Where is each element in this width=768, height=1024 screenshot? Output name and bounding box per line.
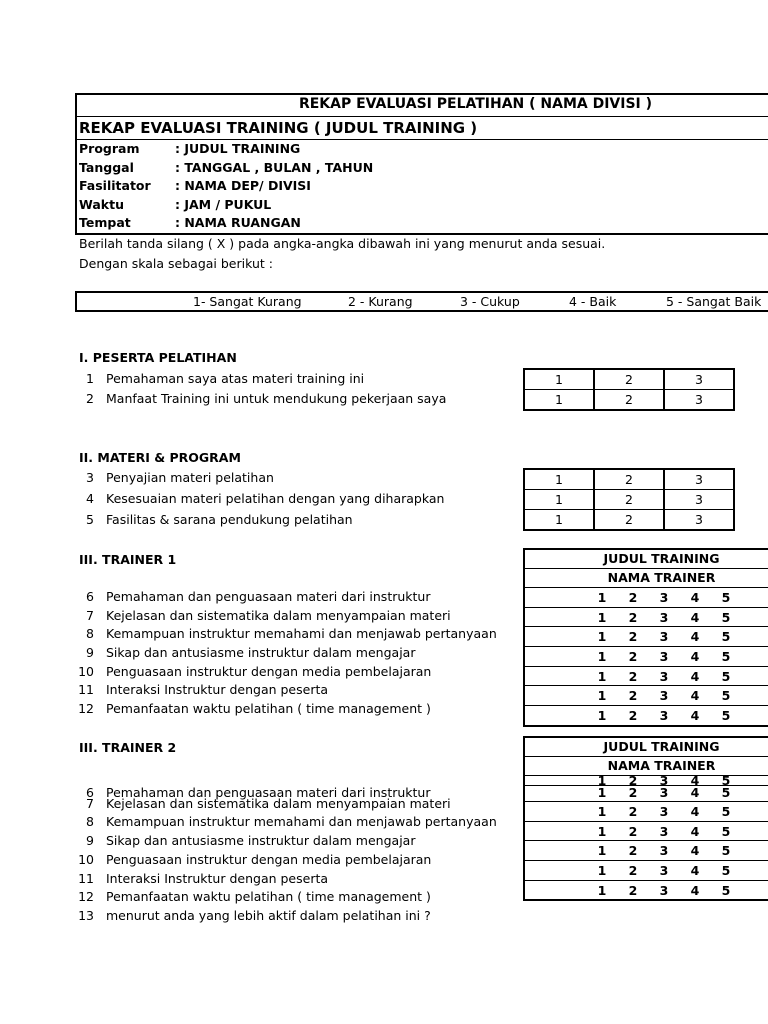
question-number: 8 [86,626,94,641]
trainer-score-table [523,548,768,727]
score-value[interactable]: 1 [597,882,607,898]
score-cell[interactable]: 2 [595,490,663,509]
score-row [525,490,735,509]
score-cell[interactable]: 2 [595,470,663,489]
score-value[interactable]: 4 [690,609,700,625]
score-value[interactable]: 4 [690,649,700,665]
table-row [525,881,768,900]
table-header-training: JUDUL TRAINING [525,738,768,757]
document-title: REKAP EVALUASI PELATIHAN ( NAMA DIVISI ) [298,96,653,112]
score-cell[interactable]: 3 [665,510,733,529]
score-value[interactable]: 2 [628,609,638,625]
score-grid [523,368,735,411]
score-cell[interactable]: 3 [665,490,733,509]
score-value[interactable]: 5 [721,823,731,839]
table-row [525,861,768,881]
question-number: 5 [86,512,94,527]
score-value[interactable]: 2 [628,823,638,839]
score-value[interactable]: 1 [597,804,607,819]
question-text: Pemanfaatan waktu pelatihan ( time management ) [106,889,431,904]
instruction-line: Dengan skala sebagai berikut : [79,256,273,271]
score-value[interactable]: 1 [597,863,607,879]
score-value[interactable]: 5 [721,882,731,898]
score-value[interactable]: 4 [690,804,700,819]
question-text: Kejelasan dan sistematika dalam menyampaian materi [106,796,451,811]
score-value[interactable]: 1 [597,590,607,605]
score-value[interactable]: 4 [690,629,700,645]
score-value[interactable]: 3 [659,882,669,898]
table-row [525,802,768,822]
score-value[interactable]: 2 [628,882,638,898]
info-value-waktu: : JAM / PUKUL [175,197,272,212]
table-row [525,608,768,628]
score-value[interactable]: 5 [721,843,731,859]
info-label-waktu: Waktu [79,197,124,212]
score-value[interactable]: 1 [597,609,607,625]
score-value[interactable]: 3 [659,708,669,724]
question-number: 9 [86,833,94,848]
scale-item: 5 - Sangat Baik [666,294,762,309]
info-label-tempat: Tempat [79,215,131,230]
score-cell[interactable]: 2 [595,390,663,409]
table-row [525,841,768,861]
score-value[interactable]: 5 [721,863,731,879]
section-title: III. TRAINER 1 [79,552,177,567]
question-text: Pemahaman dan penguasaan materi dari instruktur [106,785,431,800]
info-label-program: Program [79,141,140,156]
scale-item: 2 - Kurang [348,294,413,309]
question-number: 12 [78,889,94,904]
section-title: III. TRAINER 2 [79,740,177,755]
score-value[interactable]: 2 [628,863,638,879]
score-value[interactable]: 1 [597,668,607,684]
score-cell[interactable]: 3 [665,370,733,389]
table-row [525,686,768,706]
scale-item: 1- Sangat Kurang [193,294,302,309]
score-value[interactable]: 5 [721,688,731,704]
score-cell[interactable]: 1 [525,470,593,489]
score-value[interactable]: 3 [659,785,669,800]
question-number: 6 [86,785,94,800]
score-value[interactable]: 3 [659,843,669,859]
score-value[interactable]: 2 [628,668,638,684]
score-value[interactable]: 3 [659,590,669,605]
question-text: Penyajian materi pelatihan [106,470,274,485]
info-value-program: : JUDUL TRAINING [175,141,301,156]
score-row [525,470,735,489]
divider [77,139,768,140]
question-number: 10 [78,852,94,867]
table-row [525,588,768,608]
score-value[interactable]: 5 [721,609,731,625]
question-text: Interaksi Instruktur dengan peserta [106,682,329,697]
divider [77,116,768,117]
score-value[interactable]: 3 [659,688,669,704]
score-cell[interactable]: 2 [595,510,663,529]
table-row [525,627,768,647]
score-value[interactable]: 4 [690,882,700,898]
table-header-trainer: NAMA TRAINER [525,757,768,776]
table-row [525,706,768,725]
score-value[interactable]: 4 [690,785,700,800]
score-value[interactable]: 3 [659,609,669,625]
score-value[interactable]: 4 [690,688,700,704]
score-cell[interactable]: 1 [525,510,593,529]
score-value[interactable]: 5 [721,649,731,665]
question-text: Penguasaan instruktur dengan media pembelajaran [106,664,432,679]
question-text: Kesesuaian materi pelatihan dengan yang diharapkan [106,491,445,506]
score-value[interactable]: 4 [690,863,700,879]
score-cell[interactable]: 1 [525,390,593,409]
score-value[interactable]: 3 [659,863,669,879]
score-value[interactable]: 3 [659,823,669,839]
table-row [525,647,768,667]
question-text: Fasilitas & sarana pendukung pelatihan [106,512,353,527]
instruction-line: Berilah tanda silang ( X ) pada angka-angka dibawah ini yang menurut anda sesuai. [79,236,606,251]
scale-item: 4 - Baik [569,294,617,309]
question-number: 1 [86,371,94,386]
question-number: 7 [86,796,94,811]
score-cell[interactable]: 1 [525,370,593,389]
score-value[interactable]: 1 [597,629,607,645]
question-text: Interaksi Instruktur dengan peserta [106,871,329,886]
scale-box [75,291,768,312]
score-value[interactable]: 5 [721,804,731,819]
question-number: 8 [86,814,94,829]
score-value[interactable]: 5 [721,668,731,684]
question-number: 9 [86,645,94,660]
score-value[interactable]: 4 [690,823,700,839]
section-title: I. PESERTA PELATIHAN [79,350,237,365]
table-row [525,786,768,802]
score-value[interactable]: 1 [597,649,607,665]
scale-item: 3 - Cukup [460,294,520,309]
question-text: Kejelasan dan sistematika dalam menyampaian materi [106,608,451,623]
score-value[interactable]: 1 [597,785,607,800]
score-row [525,510,735,529]
question-text: Sikap dan antusiasme instruktur dalam mengajar [106,645,416,660]
question-number: 6 [86,589,94,604]
score-value[interactable]: 5 [721,785,731,800]
table-row [525,667,768,687]
question-text: Manfaat Training ini untuk mendukung pekerjaan saya [106,391,447,406]
info-label-tanggal: Tanggal [79,160,134,175]
question-text: Sikap dan antusiasme instruktur dalam mengajar [106,833,416,848]
table-row [525,822,768,842]
info-value-fasilitator: : NAMA DEP/ DIVISI [175,178,311,193]
question-text: Pemahaman saya atas materi training ini [106,371,365,386]
score-value[interactable]: 1 [597,688,607,704]
score-value[interactable]: 2 [628,649,638,665]
score-value[interactable]: 1 [597,843,607,859]
question-text: Pemahaman dan penguasaan materi dari instruktur [106,589,431,604]
score-value[interactable]: 3 [659,649,669,665]
table-header-training: JUDUL TRAINING [525,550,768,569]
score-value[interactable]: 5 [721,629,731,645]
score-value[interactable]: 4 [690,668,700,684]
score-value[interactable]: 3 [659,629,669,645]
question-text: Pemanfaatan waktu pelatihan ( time management ) [106,701,431,716]
question-number: 4 [86,491,94,506]
question-number: 11 [78,871,94,886]
question-number: 12 [78,701,94,716]
info-value-tempat: : NAMA RUANGAN [175,215,301,230]
score-value[interactable]: 5 [721,773,731,788]
question-text: Kemampuan instruktur memahami dan menjawab pertanyaan [106,814,497,829]
score-value[interactable]: 1 [597,708,607,724]
score-value[interactable]: 2 [628,773,638,788]
question-text: menurut anda yang lebih aktif dalam pelatihan ini ? [106,908,431,923]
info-label-fasilitator: Fasilitator [79,178,151,193]
score-value[interactable]: 4 [690,708,700,724]
score-cell[interactable]: 3 [665,470,733,489]
score-cell[interactable]: 1 [525,490,593,509]
question-number: 10 [78,664,94,679]
score-value[interactable]: 2 [628,785,638,800]
score-value[interactable]: 3 [659,804,669,819]
score-value[interactable]: 3 [659,773,669,788]
question-text: Penguasaan instruktur dengan media pembelajaran [106,852,432,867]
info-value-tanggal: : TANGGAL , BULAN , TAHUN [175,160,374,175]
score-value[interactable]: 2 [628,843,638,859]
question-number: 11 [78,682,94,697]
score-value[interactable]: 1 [597,823,607,839]
score-value[interactable]: 4 [690,773,700,788]
score-value[interactable]: 2 [628,590,638,605]
table-header-trainer: NAMA TRAINER [525,569,768,588]
score-value[interactable]: 4 [690,843,700,859]
score-row [525,390,735,409]
score-value[interactable]: 2 [628,804,638,819]
document-subtitle: REKAP EVALUASI TRAINING ( JUDUL TRAINING ) [79,119,478,137]
score-row [525,370,735,389]
score-value[interactable]: 2 [628,688,638,704]
score-cell[interactable]: 3 [665,390,733,409]
score-value[interactable]: 5 [721,590,731,605]
score-value[interactable]: 4 [690,590,700,605]
score-value[interactable]: 2 [628,629,638,645]
score-value[interactable]: 1 [597,773,607,788]
score-cell[interactable]: 2 [595,370,663,389]
trainer-score-table [523,736,768,901]
score-grid [523,468,735,531]
score-value[interactable]: 3 [659,668,669,684]
question-number: 7 [86,608,94,623]
score-value[interactable]: 5 [721,708,731,724]
question-number: 13 [78,908,94,923]
question-number: 2 [86,391,94,406]
score-value[interactable]: 2 [628,708,638,724]
question-text: Kemampuan instruktur memahami dan menjawab pertanyaan [106,626,497,641]
section-title: II. MATERI & PROGRAM [79,450,241,465]
question-number: 3 [86,470,94,485]
